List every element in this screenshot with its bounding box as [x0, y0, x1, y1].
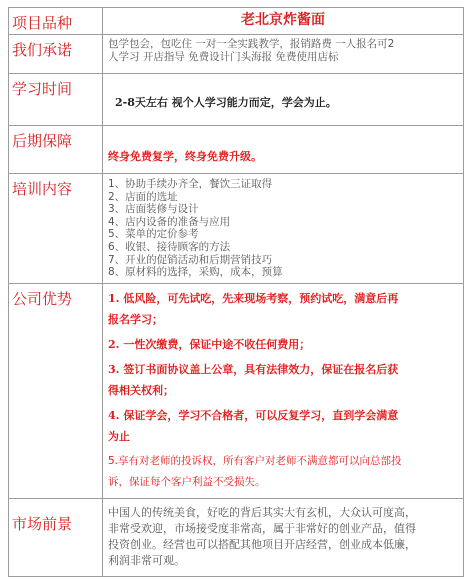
training-item: 7、开业的促销活动和后期营销技巧	[108, 253, 273, 266]
advantage-line: 为止	[108, 430, 130, 443]
market-line: 非常受欢迎，市场接受度非常高，属于非常好的创业产品，值得	[108, 522, 416, 535]
time-cell	[103, 74, 464, 126]
row-promise	[9, 35, 464, 74]
advantage-line: 2. 一性次缴费，保证中途不收任何费用；	[108, 338, 311, 351]
training-item: 4、店内设备的准备与应用	[108, 215, 231, 228]
label-market: 市场前景	[9, 499, 103, 577]
advantage-line: 报名学习；	[108, 313, 163, 326]
label-training: 培训内容	[9, 174, 103, 284]
label-guarantee: 后期保障	[9, 126, 103, 174]
advantage-line: 1. 低风险，可先试吃，先来现场考察，预约试吃，满意后再	[108, 292, 399, 305]
training-item: 2、店面的选址	[108, 190, 178, 203]
label-advantages: 公司优势	[9, 284, 103, 499]
advantage-line: 4. 保证学会，学习不合格者，可以反复学习，直到学会满意	[108, 409, 399, 422]
row-time	[9, 74, 464, 126]
training-item: 5、菜单的定价参考	[108, 228, 199, 241]
market-cell	[103, 499, 464, 577]
promise-cell	[103, 35, 464, 74]
advantage-line: 诉，保证每个客户利益不受损失。	[108, 476, 266, 488]
advantage-line: 5.享有对老师的投诉权，所有客户对老师不满意都可以向总部投	[108, 455, 402, 467]
guarantee-cell	[103, 126, 464, 174]
promise-line: 人学习 开店指导 免费设计门头海报 免费使用店标	[108, 50, 339, 63]
training-item: 3、店面装修与设计	[108, 203, 199, 216]
market-line: 利润非常可观。	[108, 554, 185, 567]
advantage-line: 3. 签订书面协议盖上公章，具有法律效力，保证在报名后获	[108, 363, 399, 376]
training-item: 1、协助手续办齐全，餐饮三证取得	[108, 178, 273, 190]
row-training	[9, 174, 464, 284]
time-value: 2-8天左右 视个人学习能力而定，学会为止。	[115, 96, 337, 109]
row-market	[9, 499, 464, 577]
market-line: 中国人的传统美食，好吃的背后其实大有玄机，大众认可度高，	[108, 506, 416, 519]
promise-line: 包学包会，包吃住 一对一全实践教学，报销路费 一人报名可2	[108, 38, 395, 50]
training-item: 6、收银、接待顾客的方法	[108, 240, 231, 253]
project-title: 老北京炸酱面	[241, 12, 325, 28]
info-table	[8, 7, 464, 577]
row-advantages	[9, 284, 464, 499]
row-guarantee	[9, 126, 464, 174]
guarantee-value: 终身免费复学，终身免费升级。	[108, 150, 262, 163]
advantage-line: 得相关权利；	[108, 384, 174, 397]
label-project: 项目品种	[9, 8, 103, 35]
training-cell	[103, 174, 464, 284]
row-project	[9, 8, 464, 35]
project-value-cell	[103, 8, 464, 35]
market-line: 投资创业。经营也可以搭配其他项目开店经营，创业成本低廉，	[108, 538, 416, 551]
label-promise: 我们承诺	[9, 35, 103, 74]
label-time: 学习时间	[9, 74, 103, 126]
advantages-cell	[103, 284, 464, 499]
training-item: 8、原材料的选择，采购，成本，预算	[108, 266, 283, 279]
